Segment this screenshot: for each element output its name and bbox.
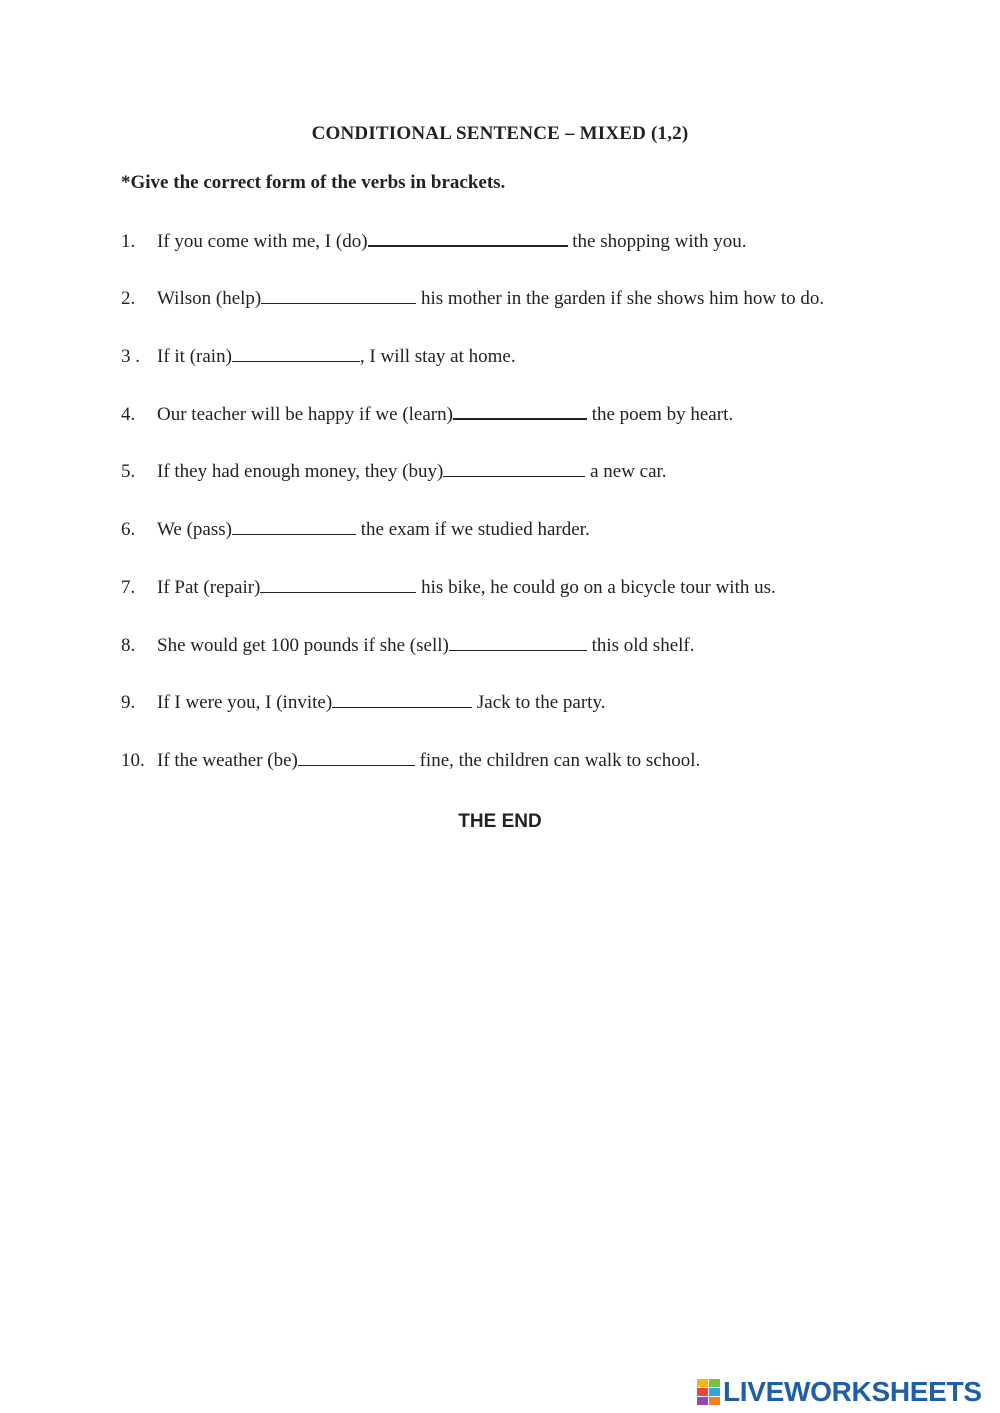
item-prompt: We (pass) [157, 518, 232, 540]
item-continuation: fine, the children can walk to school. [414, 750, 701, 772]
exercise-item [121, 402, 921, 460]
item-number: 3 . [121, 345, 140, 367]
liveworksheets-brand[interactable] [697, 1377, 982, 1407]
item-number: 1. [121, 231, 136, 252]
item-number: 6. [121, 518, 136, 540]
item-continuation: the shopping with you. [567, 231, 747, 252]
item-prompt: If you come with me, I (do) [157, 231, 368, 252]
item-prompt: If Pat (repair) [157, 576, 261, 598]
item-prompt: She would get 100 pounds if she (sell) [157, 634, 449, 656]
item-prompt: Our teacher will be happy if we (learn) [157, 404, 453, 426]
exercise-item [121, 749, 921, 807]
item-prompt: If they had enough money, they (buy) [157, 461, 444, 483]
item-continuation: this old shelf. [586, 634, 695, 656]
item-number: 9. [121, 692, 136, 714]
item-prompt: If the weather (be) [157, 750, 298, 772]
item-prompt: If it (rain) [157, 345, 232, 367]
item-number: 2. [121, 287, 136, 309]
item-number: 5. [121, 461, 136, 483]
exercise-item [121, 634, 921, 692]
answer-blank[interactable] [232, 518, 356, 535]
answer-blank[interactable] [261, 287, 416, 304]
item-continuation: Jack to the party. [472, 692, 606, 714]
answer-blank[interactable] [453, 402, 587, 420]
exercise-item [121, 229, 921, 287]
exercise-item [121, 345, 921, 403]
item-continuation: the exam if we studied harder. [355, 518, 590, 540]
the-end-footer: THE END [458, 811, 542, 832]
answer-blank[interactable] [443, 460, 585, 477]
exercise-item [121, 576, 921, 634]
item-continuation: a new car. [585, 461, 667, 483]
answer-blank[interactable] [232, 345, 360, 362]
item-continuation: his bike, he could go on a bicycle tour with us. [416, 576, 776, 598]
exercise-item [121, 518, 921, 576]
answer-blank[interactable] [449, 634, 587, 651]
exercise-item [121, 460, 921, 518]
item-continuation: , I will stay at home. [359, 345, 516, 367]
item-continuation: the poem by heart. [586, 404, 734, 426]
item-number: 4. [121, 404, 136, 426]
exercise-item [121, 287, 921, 345]
item-continuation: his mother in the garden if she shows him how to do. [416, 287, 825, 309]
item-number: 7. [121, 576, 136, 598]
exercise-item [121, 691, 921, 749]
item-number: 10. [121, 750, 145, 772]
answer-blank[interactable] [368, 229, 568, 247]
item-prompt: Wilson (help) [157, 287, 262, 309]
item-number: 8. [121, 634, 136, 656]
answer-blank[interactable] [332, 691, 472, 708]
page-title: CONDITIONAL SENTENCE – MIXED (1,2) [311, 123, 689, 144]
answer-blank[interactable] [298, 749, 415, 766]
answer-blank[interactable] [260, 576, 416, 593]
brand-name: LIVEWORKSHEETS [723, 1376, 982, 1407]
exercise-list [121, 229, 921, 807]
instruction: *Give the correct form of the verbs in brackets. [121, 172, 506, 193]
item-prompt: If I were you, I (invite) [157, 692, 333, 714]
liveworksheets-logo-icon [697, 1379, 721, 1405]
